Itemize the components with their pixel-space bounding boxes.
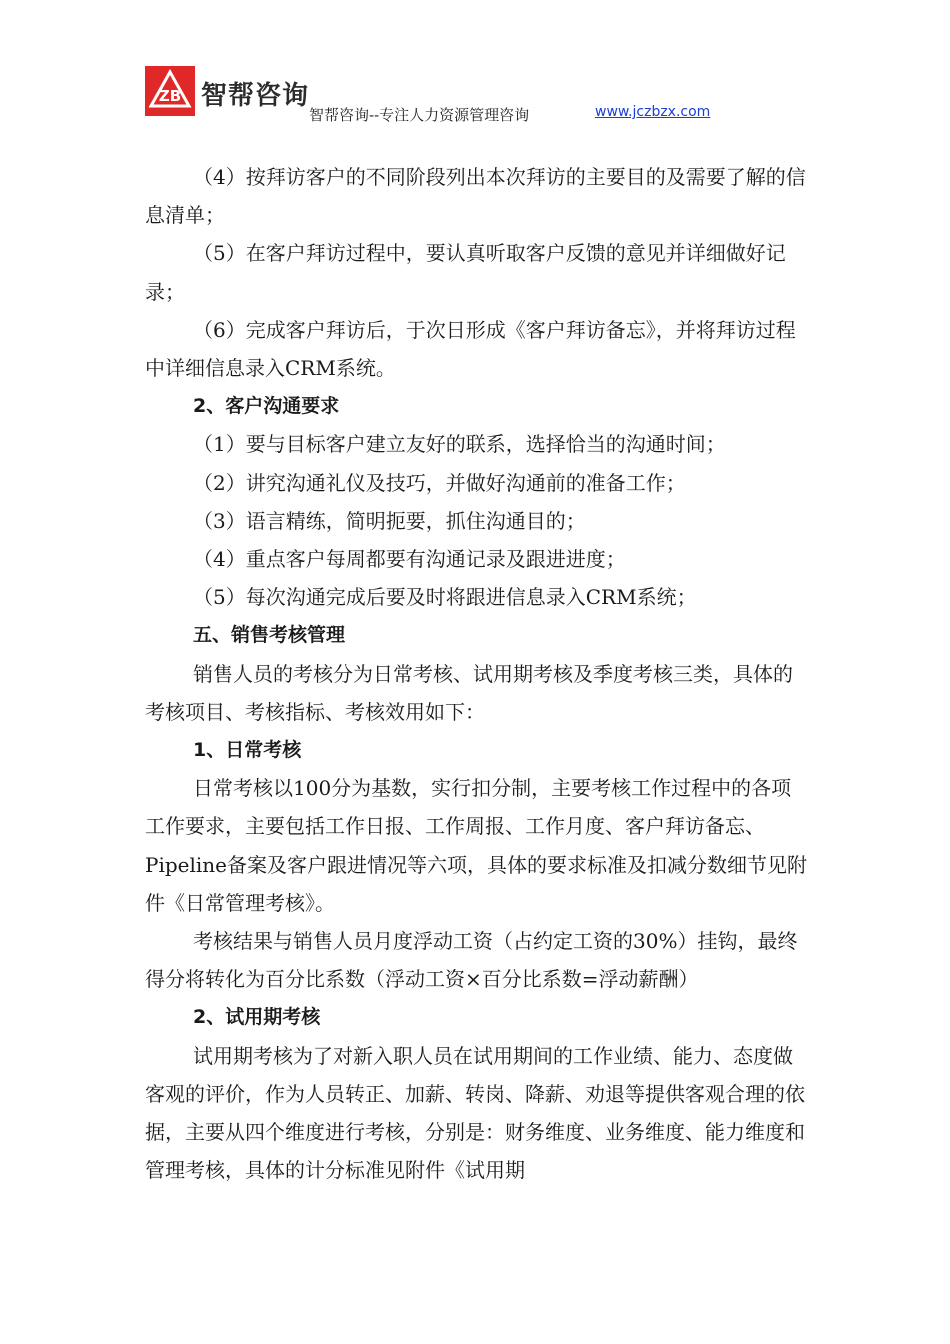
section-heading: 五、销售考核管理 [193,624,346,647]
svg-text:ZB: ZB [158,87,182,105]
paragraph: 考核结果与销售人员月度浮动工资（占约定工资的30%）挂钩，最终得分将转化为百分比系数（浮动工资×百分比系数=浮动薪酬） [145,929,798,992]
company-logo-text: 智帮咨询 [201,81,310,111]
list-item: （3）语言精练，简明扼要，抓住沟通目的； [193,508,586,533]
list-item: （5）每次沟通完成后要及时将跟进信息录入CRM系统； [193,585,697,610]
list-item: （2）讲究沟通礼仪及技巧，并做好沟通前的准备工作； [193,470,686,495]
website-link[interactable]: www.jczbzx.com [595,104,711,120]
section-heading: 2、客户沟通要求 [193,395,340,418]
company-logo-icon [145,66,195,116]
paragraph: （5）在客户拜访过程中，要认真听取客户反馈的意见并详细做好记录； [145,241,786,304]
list-item: （4）重点客户每周都要有沟通记录及跟进进度； [193,547,626,572]
document-body [145,158,810,1189]
paragraph: （6）完成客户拜访后，于次日形成《客户拜访备忘》，并将拜访过程中详细信息录入CRM系统。 [145,317,796,381]
paragraph: 日常考核以100分为基数，实行扣分制，主要考核工作过程中的各项工作要求，主要包括工作日报、工作周报、工作月度、客户拜访备忘、Pipeline备案及客户跟进情况等六项，具体的要求标准及扣减分数细节见附件《日常管理考核》。 [145,776,808,915]
header-tagline: 智帮咨询--专注人力资源管理咨询 [309,106,530,124]
subsection-heading: 1、日常考核 [193,739,302,762]
list-item: （1）要与目标客户建立友好的联系，选择恰当的沟通时间； [193,432,726,457]
paragraph: （4）按拜访客户的不同阶段列出本次拜访的主要目的及需要了解的信息清单； [145,165,806,228]
paragraph: 试用期考核为了对新入职人员在试用期间的工作业绩、能力、态度做客观的评价，作为人员转正、加薪、转岗、降薪、劝退等提供客观合理的依据，主要从四个维度进行考核，分别是：财务维度、业务维度、能力维度和管理考核，具体的计分标准见附件《试用期 [145,1043,805,1183]
paragraph: 销售人员的考核分为日常考核、试用期考核及季度考核三类，具体的考核项目、考核指标、考核效用如下： [145,661,793,724]
page-header [145,66,845,126]
subsection-heading: 2、试用期考核 [193,1006,321,1029]
